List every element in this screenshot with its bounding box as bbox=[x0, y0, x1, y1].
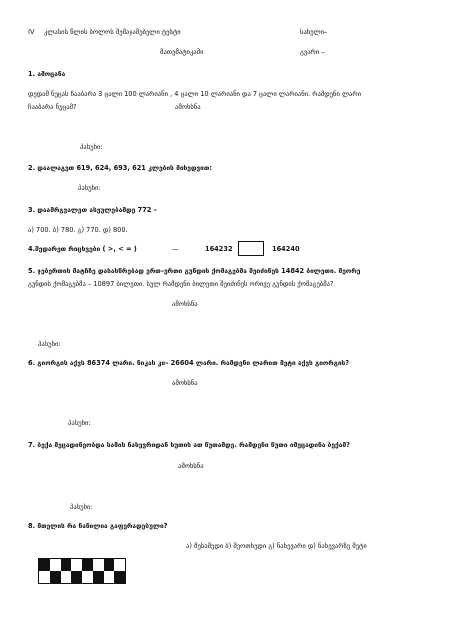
shaded-cell bbox=[93, 571, 104, 583]
shaded-cell bbox=[61, 559, 72, 571]
surname-label: გვარი – bbox=[300, 48, 325, 56]
q1-answer-label: პასუხი: bbox=[80, 143, 103, 151]
q5-solution-label: ამოხსნა bbox=[172, 300, 198, 308]
q2-answer-label: პასუხი: bbox=[78, 184, 101, 192]
q6-solution-label: ამოხსნა bbox=[172, 379, 198, 387]
q5-text-line1: 5. ჯებერთის მატჩზე დასასწრებად ერთ–ერთი გუნდის ქომაგებმა შეიძინეს 14842 ბილეთი. მეორე bbox=[28, 267, 361, 275]
q4-left-number: 164232 bbox=[205, 245, 233, 253]
unshaded-cell bbox=[39, 571, 50, 583]
shaded-cell bbox=[71, 571, 82, 583]
q4-dash: — bbox=[172, 245, 179, 253]
q1-text-line1: დედამ ნუცას ჩააბარა 3 ცალი 100 ლარიანი , 4 ცალი 10 ლარიანი და 7 ცალი ლარიანი. რამდენი ლარი bbox=[28, 90, 362, 98]
q5-text-line2: გუნდის ქომაგებმა – 10897 ბილეთი. სულ რამდენი ბილეთი შეიძინეს ორივე გუნდის ქომაგებმა? bbox=[28, 280, 334, 288]
q4-right-number: 164240 bbox=[272, 245, 300, 253]
test-title: კლასის წლის ბოლოს შემაჯამებელი ტესტი bbox=[44, 28, 181, 36]
q8-shaded-figure bbox=[38, 558, 126, 584]
subject-label: მათემატიკაში bbox=[160, 48, 204, 56]
q1-text-line2: ჩააბარა ნუცამ? bbox=[28, 103, 77, 111]
shaded-cell bbox=[82, 559, 93, 571]
q2-title: 2. დაალაგეთ 619, 624, 693, 621 კლების მიხედვით: bbox=[28, 164, 212, 172]
shaded-cell bbox=[104, 559, 115, 571]
q8-options: ა) მესამედი ბ) მეოთხედი გ) ნახევარი დ) ნახევარზე მეტი bbox=[186, 542, 367, 550]
unshaded-cell bbox=[50, 559, 61, 571]
q1-title: 1. ამოცანა bbox=[28, 70, 66, 78]
q4-title: 4.შედარეთ რიცხვები ( >, < = ) bbox=[28, 245, 137, 253]
q1-solution-label: ამოხსნა bbox=[175, 103, 201, 111]
unshaded-cell bbox=[93, 559, 104, 571]
unshaded-cell bbox=[114, 559, 125, 571]
q3-options: ა) 700. ბ) 780. გ) 770. დ) 800. bbox=[28, 226, 128, 234]
q6-answer-label: პასუხი: bbox=[68, 419, 91, 427]
q3-title: 3. დაამრგვალეთ ასეულებამდე 772 – bbox=[28, 206, 157, 214]
q7-text: 7. ბექა მეცადინეობდა სამის ნახევრიდან ხუთის ათ წუთამდე. რამდენი წუთი იმეცადინა ბექამ? bbox=[28, 441, 350, 449]
q5-answer-label: პასუხი: bbox=[38, 340, 61, 348]
shaded-cell bbox=[114, 571, 125, 583]
q4-comparison-box[interactable] bbox=[238, 241, 264, 256]
unshaded-cell bbox=[71, 559, 82, 571]
unshaded-cell bbox=[82, 571, 93, 583]
shaded-cell bbox=[50, 571, 61, 583]
unshaded-cell bbox=[61, 571, 72, 583]
unshaded-cell bbox=[104, 571, 115, 583]
q7-answer-label: პასუხი: bbox=[70, 503, 93, 511]
name-label: სახელი– bbox=[300, 28, 328, 36]
shaded-cell bbox=[39, 559, 50, 571]
q7-solution-label: ამოხსნა bbox=[178, 462, 204, 470]
q8-title: 8. მთელის რა ნაწილია გაფერადებული? bbox=[28, 522, 168, 530]
grade-label: IV bbox=[28, 28, 35, 36]
q6-text: 6. გიორგის აქვს 86374 ლარი. ნიკას კი– 26604 ლარი. რამდენი ლარით მეტი აქვს გიორგის? bbox=[28, 359, 350, 367]
